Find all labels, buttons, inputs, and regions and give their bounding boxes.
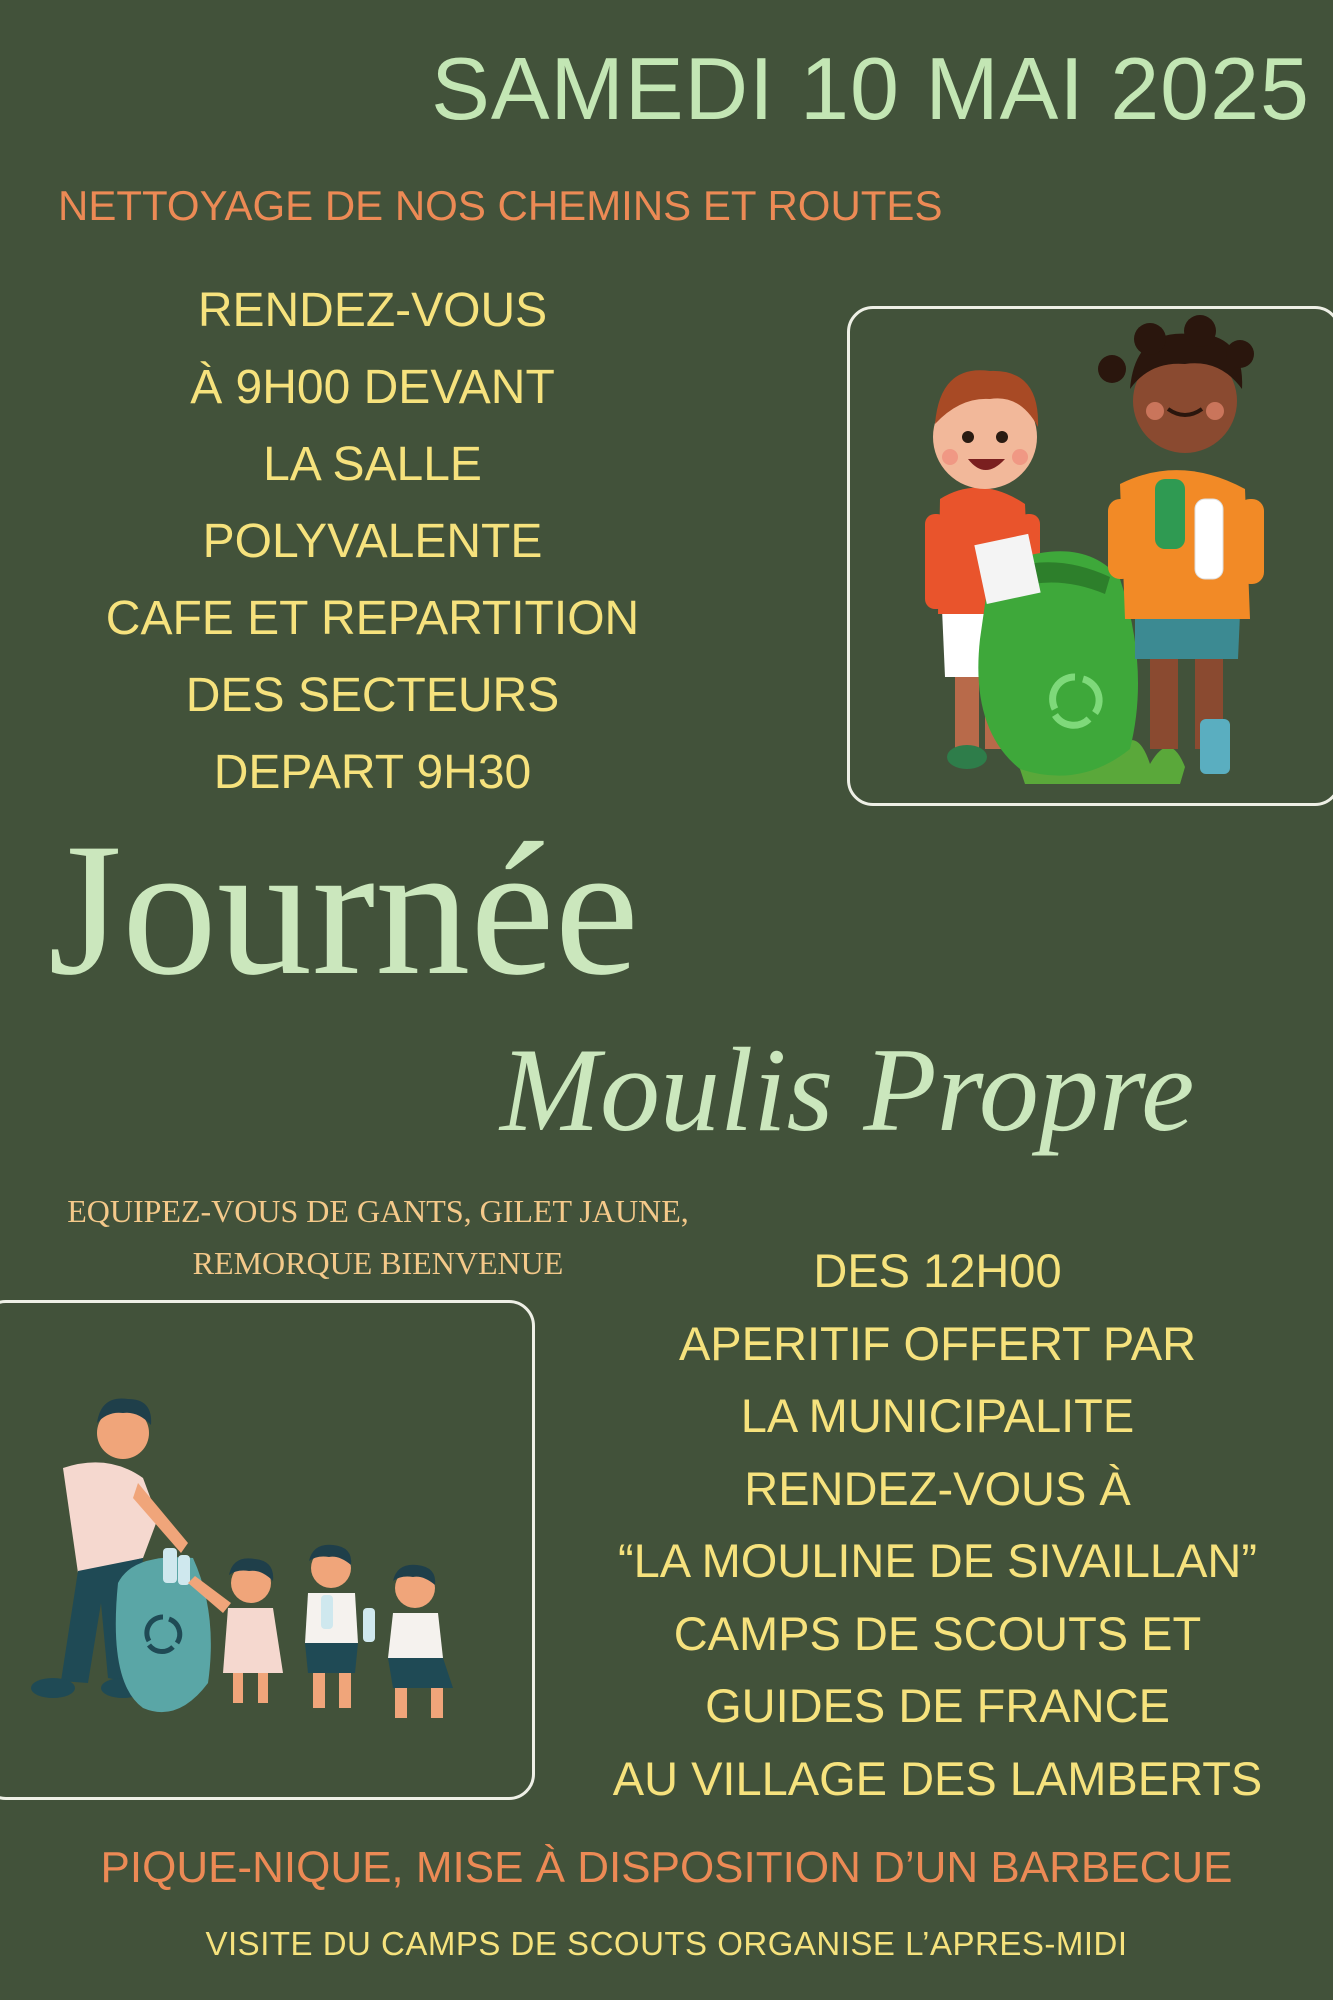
- meeting-line: DES SECTEURS: [185, 669, 560, 722]
- event-subtitle: NETTOYAGE DE NOS CHEMINS ET ROUTES: [58, 182, 943, 229]
- meeting-line: À 9H00 DEVANT: [190, 361, 555, 414]
- event-title: Journée: [48, 805, 639, 1015]
- meeting-line: DEPART 9H30: [213, 746, 532, 799]
- noon-line: AU VILLAGE DES LAMBERTS: [612, 1751, 1263, 1805]
- noon-line: DES 12H00: [813, 1244, 1062, 1297]
- picnic-note: PIQUE-NIQUE, MISE À DISPOSITION D’UN BARBECUE: [100, 1843, 1233, 1892]
- equipment-line: EQUIPEZ-VOUS DE GANTS, GILET JAUNE,: [67, 1193, 689, 1229]
- event-title-subtitle: Moulis Propre: [500, 1023, 1195, 1156]
- family-recycling-illustration: [0, 1300, 535, 1800]
- visit-note: VISITE DU CAMPS DE SCOUTS ORGANISE L’APRES-MIDI: [205, 1925, 1128, 1962]
- noon-line: APERITIF OFFERT PAR: [678, 1316, 1197, 1370]
- noon-line: LA MUNICIPALITE: [740, 1389, 1135, 1442]
- noon-line: CAMPS DE SCOUTS ET: [673, 1606, 1202, 1660]
- noon-line: GUIDES DE FRANCE: [705, 1679, 1170, 1732]
- meeting-line: CAFE ET REPARTITION: [105, 592, 640, 645]
- meeting-line: POLYVALENTE: [202, 515, 543, 568]
- meeting-info: [40, 272, 705, 811]
- meeting-line: RENDEZ-VOUS: [197, 284, 548, 337]
- noon-line: “LA MOULINE DE SIVAILLAN”: [617, 1534, 1258, 1587]
- meeting-line: LA SALLE: [263, 438, 482, 491]
- event-date: SAMEDI 10 MAI 2025: [431, 39, 1310, 138]
- noon-line: RENDEZ-VOUS À: [744, 1461, 1131, 1515]
- noon-info: [560, 1235, 1315, 1815]
- kids-collecting-trash-illustration: [847, 306, 1333, 806]
- equipment-line: REMORQUE BIENVENUE: [192, 1245, 564, 1281]
